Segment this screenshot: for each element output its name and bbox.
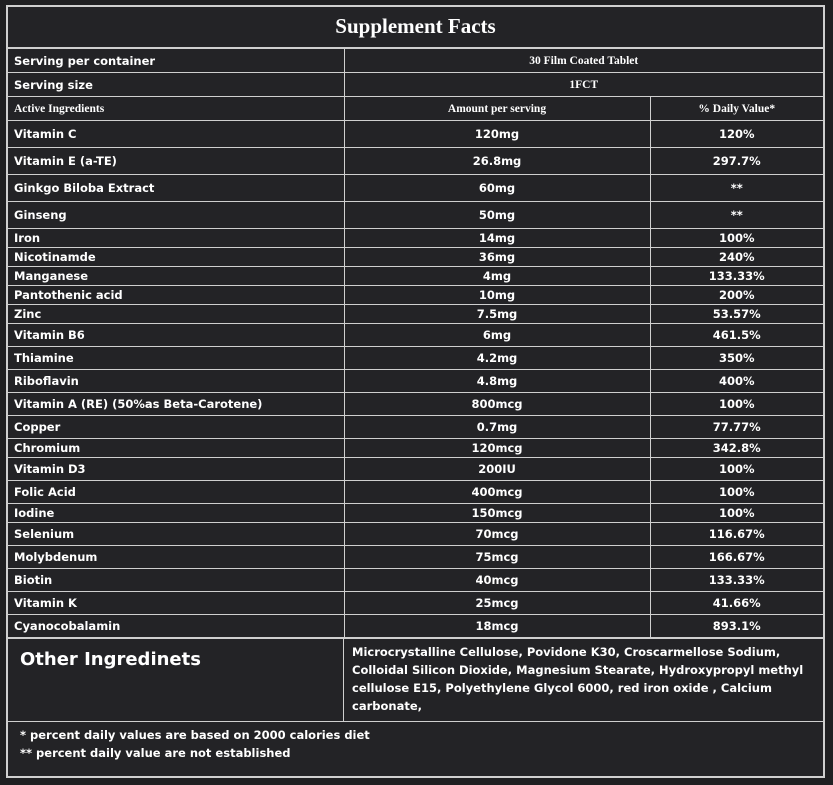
ingredient-daily-value: 461.5%: [650, 324, 823, 347]
ingredient-daily-value: 100%: [650, 393, 823, 416]
header-active-ingredients: Active Ingredients: [8, 97, 344, 121]
ingredient-name: Vitamin K: [8, 592, 344, 615]
ingredient-name: Vitamin A (RE) (50%as Beta-Carotene): [8, 393, 344, 416]
ingredient-amount: 26.8mg: [344, 148, 650, 175]
ingredient-name: Molybdenum: [8, 546, 344, 569]
other-ingredients-section: [8, 638, 823, 721]
ingredient-daily-value: 100%: [650, 481, 823, 504]
ingredient-amount: 4.2mg: [344, 347, 650, 370]
ingredient-row: [8, 324, 823, 347]
ingredient-name: Ginseng: [8, 202, 344, 229]
ingredient-row: [8, 546, 823, 569]
ingredient-name: Pantothenic acid: [8, 286, 344, 305]
ingredient-name: Vitamin E (a-TE): [8, 148, 344, 175]
ingredient-row: [8, 569, 823, 592]
ingredient-amount: 4.8mg: [344, 370, 650, 393]
ingredient-name: Folic Acid: [8, 481, 344, 504]
ingredient-name: Selenium: [8, 523, 344, 546]
ingredient-name: Thiamine: [8, 347, 344, 370]
ingredient-name: Ginkgo Biloba Extract: [8, 175, 344, 202]
ingredient-amount: 18mcg: [344, 615, 650, 638]
serving-per-container-value: 30 Film Coated Tablet: [344, 49, 823, 73]
ingredient-name: Copper: [8, 416, 344, 439]
ingredient-name: Zinc: [8, 305, 344, 324]
ingredient-daily-value: 100%: [650, 229, 823, 248]
ingredient-row: [8, 347, 823, 370]
ingredient-row: [8, 523, 823, 546]
other-ingredients-label: Other Ingredinets: [8, 639, 344, 721]
ingredient-row: [8, 592, 823, 615]
ingredient-row: [8, 615, 823, 638]
ingredient-daily-value: 342.8%: [650, 439, 823, 458]
ingredient-amount: 0.7mg: [344, 416, 650, 439]
serving-per-container-row: [8, 49, 823, 73]
ingredient-amount: 800mcg: [344, 393, 650, 416]
supplement-facts-panel: [6, 5, 825, 778]
ingredient-daily-value: 166.67%: [650, 546, 823, 569]
ingredient-amount: 36mg: [344, 248, 650, 267]
ingredient-amount: 60mg: [344, 175, 650, 202]
ingredient-daily-value: 200%: [650, 286, 823, 305]
ingredient-name: Vitamin C: [8, 121, 344, 148]
facts-table: [8, 49, 823, 638]
ingredient-row: [8, 416, 823, 439]
ingredient-row: [8, 504, 823, 523]
ingredient-name: Nicotinamde: [8, 248, 344, 267]
ingredient-daily-value: 77.77%: [650, 416, 823, 439]
ingredient-name: Cyanocobalamin: [8, 615, 344, 638]
ingredient-amount: 6mg: [344, 324, 650, 347]
other-ingredients-text: Microcrystalline Cellulose, Povidone K30, Croscarmellose Sodium, Colloidal Silicon Dioxide, Magnesium Stearate, Hydroxypropyl methyl cellulose E15, Polyethylene Glycol 6000, red iron oxide , Calcium carbonate,: [352, 645, 804, 713]
serving-size-label: Serving size: [8, 73, 344, 97]
ingredient-amount: 40mcg: [344, 569, 650, 592]
ingredient-daily-value: 240%: [650, 248, 823, 267]
header-daily-value: % Daily Value*: [650, 97, 823, 121]
ingredient-row: [8, 248, 823, 267]
ingredient-name: Chromium: [8, 439, 344, 458]
ingredient-name: Iodine: [8, 504, 344, 523]
ingredient-row: [8, 458, 823, 481]
ingredient-row: [8, 286, 823, 305]
ingredient-daily-value: 297.7%: [650, 148, 823, 175]
ingredient-row: [8, 175, 823, 202]
ingredient-daily-value: 53.57%: [650, 305, 823, 324]
serving-size-value: 1FCT: [344, 73, 823, 97]
ingredient-daily-value: 350%: [650, 347, 823, 370]
ingredient-daily-value: 133.33%: [650, 569, 823, 592]
panel-title: Supplement Facts: [8, 7, 823, 49]
ingredient-row: [8, 370, 823, 393]
ingredient-daily-value: 100%: [650, 458, 823, 481]
ingredient-name: Manganese: [8, 267, 344, 286]
ingredient-amount: 7.5mg: [344, 305, 650, 324]
footnotes: [8, 721, 823, 762]
ingredient-daily-value: 100%: [650, 504, 823, 523]
ingredient-amount: 4mg: [344, 267, 650, 286]
table-header-row: [8, 97, 823, 121]
ingredient-row: [8, 393, 823, 416]
ingredient-row: [8, 202, 823, 229]
ingredient-row: [8, 439, 823, 458]
ingredient-amount: 25mcg: [344, 592, 650, 615]
ingredient-row: [8, 305, 823, 324]
ingredient-name: Vitamin B6: [8, 324, 344, 347]
ingredient-amount: 75mcg: [344, 546, 650, 569]
ingredient-amount: 120mcg: [344, 439, 650, 458]
serving-size-row: [8, 73, 823, 97]
footnote-daily-values: * percent daily values are based on 2000 calories diet: [20, 728, 370, 742]
ingredient-daily-value: **: [650, 202, 823, 229]
ingredient-row: [8, 267, 823, 286]
ingredient-name: Biotin: [8, 569, 344, 592]
ingredient-amount: 14mg: [344, 229, 650, 248]
ingredient-daily-value: 41.66%: [650, 592, 823, 615]
ingredient-amount: 70mcg: [344, 523, 650, 546]
ingredient-daily-value: 400%: [650, 370, 823, 393]
ingredient-daily-value: 893.1%: [650, 615, 823, 638]
ingredient-daily-value: 133.33%: [650, 267, 823, 286]
ingredient-name: Iron: [8, 229, 344, 248]
ingredient-daily-value: 116.67%: [650, 523, 823, 546]
ingredient-daily-value: 120%: [650, 121, 823, 148]
ingredient-row: [8, 229, 823, 248]
ingredient-name: Riboflavin: [8, 370, 344, 393]
ingredient-name: Vitamin D3: [8, 458, 344, 481]
ingredient-row: [8, 121, 823, 148]
ingredient-amount: 50mg: [344, 202, 650, 229]
ingredient-amount: 200IU: [344, 458, 650, 481]
ingredient-row: [8, 148, 823, 175]
serving-per-container-label: Serving per container: [8, 49, 344, 73]
ingredient-amount: 400mcg: [344, 481, 650, 504]
ingredient-daily-value: **: [650, 175, 823, 202]
ingredient-amount: 10mg: [344, 286, 650, 305]
ingredient-amount: 150mcg: [344, 504, 650, 523]
ingredient-amount: 120mg: [344, 121, 650, 148]
header-amount-per-serving: Amount per serving: [344, 97, 650, 121]
footnote-not-established: ** percent daily value are not established: [20, 746, 291, 760]
ingredient-row: [8, 481, 823, 504]
